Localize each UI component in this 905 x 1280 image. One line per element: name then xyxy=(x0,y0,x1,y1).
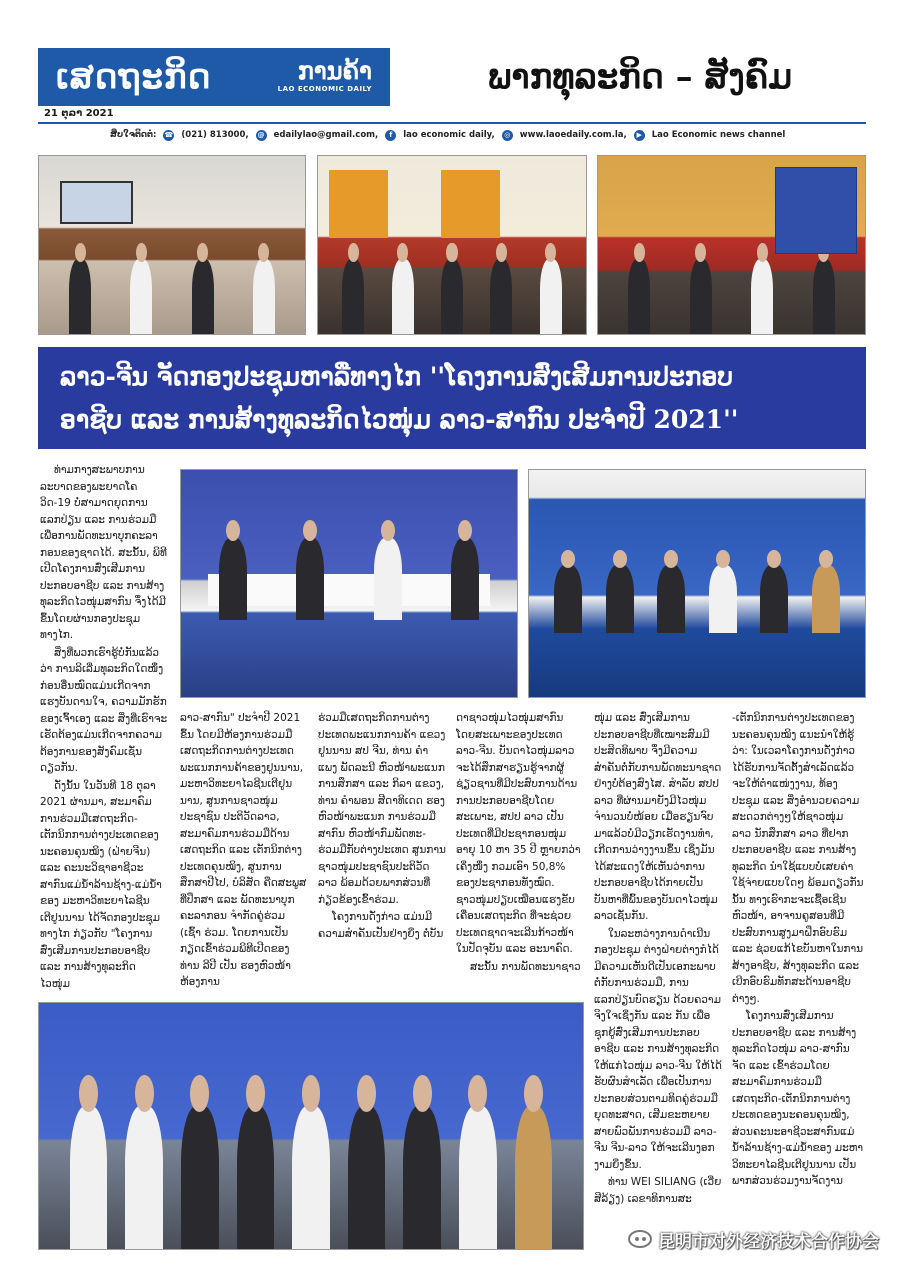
contact-label: ສືບໃຈຕິດຕໍ່: xyxy=(110,130,157,140)
youtube-icon: ▶ xyxy=(634,130,645,141)
paragraph: ດາຊາວໜຸ່ມໄວໜຸ່ມສາກົນ ໂດຍສະເພາະຂອງປະເທດລາວ-ຈີນ. ບັນດາໄວໜຸ່ມລາວຈະໄດ້ສຶກສາຮຽນຮູ້ຈາກຜູ້ຊ່ຽວຊານທີ່ມີປະສົບການດ້ານການປະກອບອາຊີບໂດຍສະເພາະ, ສປປ ລາວ ເປັນປະເທດທີ່ມີປະຊາກອນໜຸ່ມ ອາຍຸ 10 ຫາ 35 ປີ ຫຼາຍກວ່າເຄິ່ງໜຶ່ງ ກວມເອົາ 50,8% ຂອງປະຊາກອນທັງໝົດ. ຊາວໜຸ່ມປຽບເໝືອນແຮງຂັບເຄື່ອນເສດຖະກິດ ທີ່ຈະຊ່ວຍປະເທດຊາດຈະເລີນກ້າວໜ້າໃນປັດຈຸບັນ ແລະ ອະນາຄົດ. xyxy=(456,712,581,955)
photo-people xyxy=(50,259,295,334)
photo-people xyxy=(609,259,855,334)
email-icon: @ xyxy=(257,131,265,139)
contact-youtube: Lao Economic news channel xyxy=(651,130,786,140)
photo-officials-head-table xyxy=(528,469,866,698)
phone-icon: ☎ xyxy=(164,131,174,139)
headline-line-2: ອາຊີບ ແລະ ການສ້າງທຸລະກິດໄວໜຸ່ມ ລາວ-ສາກົນ ປະຈຳປີ 2021'' xyxy=(60,405,739,434)
paragraph: ສິ່ງທີ່ພວກເຮົາຮູ້ບໍ່ກັນແລ້ວວ່າ ການລິເລີ່ມທຸລະກິດໃດໜຶ່ງ ກ່ອນອື່ນໝົດແມ່ນເກີດຈາກແຮງບັນດານໃຈ, ຄວາມມັກຮັກຂອງເຈົ້າເອງ ແລະ ສິ່ງທີ່ເຮົາຈະເຮັດຕ້ອງແມ່ນເກີດຈາກຄວາມຕ້ອງການຂອງສັງຄົມເຊັ່ນດຽວກັນ. xyxy=(40,646,168,774)
wechat-icon xyxy=(628,1230,652,1248)
photo-people xyxy=(194,538,503,620)
paragraph: ໜຸ່ມ ແລະ ສົ່ງເສີມການປະກອບອາຊີບທີ່ເໝາະສົມມີປະສິດທິພາບ ຈຶ່ງມີຄວາມສຳຄັນຕໍ່ກັບການພັດທະນາຊາດຢ່າງບໍ່ຕ້ອງສົງໄສ. ສໍາລັບ ສປປ ລາວ ທີ່ຜ່ານມາຍັງມີໄວໜຸ່ມຈຳນວນບໍ່ໜ້ອຍ ເມື່ອຮຽນຈົບມາແລ້ວບໍ່ມີວຽກເຮັດງານທຳ, ເກີດການວ່າງງານຂຶ້ນ ເຊິ່ງມັນໄດ້ສະແດງໃຫ້ເຫັນວ່າການປະກອບອາຊີບໄດ້ກາຍເປັນບັນຫາທີ່ພົ້ນຂອງບັນດາໄວໜຸ່ມລາວເຊັ່ນກັນ. xyxy=(594,712,722,922)
wechat-watermark xyxy=(628,1226,879,1252)
contact-facebook: lao economic daily, xyxy=(403,130,495,140)
photo-people xyxy=(329,259,576,334)
contact-phone: (021) 813000, xyxy=(181,130,249,140)
masthead-divider xyxy=(38,122,866,124)
paragraph: ທ່າມກາງສະພາບການລະບາດຂອງພະຍາດໂຄວິດ-19 ບໍ່ສາມາດຍຸດການແລກປ່ຽນ ແລະ ການຮ່ວມມື ເພື່ອການພັດທະນາບຸກຄະລາກອນຂອງຊາດໄດ້. ສະນັ້ນ, ພິທີເປີດໂຄງການສົ່ງເສີມການປະກອບອາຊີບ ແລະ ການສ້າງທຸລະກິດໄວໜຸ່ມສາກົນ ຈຶ່ງໄດ້ມີຂຶ້ນໂດຍຜ່ານກອງປະຊຸມທາງໄກ. xyxy=(40,464,167,641)
contact-bar xyxy=(110,128,870,142)
paragraph: -ເຕັກນິກການຕ່າງປະເທດຂອງນະຄອນຄຸນໝິງ ແນະນຳໃຫ້ຮູ້ວ່າ: ໃນເວລາໂຄງການດັ່ງກ່າວໄດ້ຮັບການຈັດຕັ້ງສຳເລັດແລ້ວ ຈະໃຫ້ຕຳແໜ່ງງານ, ທ້ອງປະຊຸມ ແລະ ສິ່ງອຳນວຍຄວາມສະດວກຕ່າງໆໃຫ້ຊາວໜຸ່ມ ລາວ ນັກສຶກສາ ລາວ ທີ່ຢາກປະກອບອາຊີບ ແລະ ການສ້າງທຸລະກິດ ນຳໃຊ້ແບບບໍ່ເສຍຄ່າໃຊ້ຈ່າຍແບບໃດໆ ພ້ອມດຽວກັນນັ້ນ ທາງເຮົາກະຈະເຊື້ອເຊີນຫົວໜ້າ, ອາຈານຄູສອນທີ່ມີປະສົບການສູງມາຝຶກອົບຮົມ ແລະ ຊ່ວຍແກ້ໄຂບັນຫາໃນການສ້າງອາຊີບ, ສ້າງທຸລະກິດ ແລະ ເບີກອົບຮົມທັກສະດ້ານອາຊີບຕ່າງໆ. xyxy=(732,712,864,1005)
facebook-icon: f xyxy=(385,130,396,141)
logo-text: ເສດຖະກິດ xyxy=(56,57,212,97)
photo-group-delegation xyxy=(38,1002,584,1250)
logo-suffix: ການຄ້າ xyxy=(297,56,372,85)
paragraph: ໃນລະຫວ່າງການດຳເນີນກອງປະຊຸມ ຕ່າງຝ່າຍຕ່າງກໍໄດ້ມີຄວາມເຫັນດີເປັນເອກະພາບ ຕໍ່ກັບການຮ່ວມມື, ການແລກປ່ຽນບົດຮຽນ ດ້ວຍຄວາມຈິງໃຈເຊິ່ງກັນ ແລະ ກັນ ເພື່ອຊຸກຍູ້ສົ່ງເສີມການປະກອບອາຊີບ ແລະ ການສ້າງທຸລະກິດໃຫ້ແກ່ໄວໜຸ່ມ ລາວ-ຈີນ ໃຫ້ໄດ້ຮັບຜົນສຳເລັດ ເພື່ອເປັນການປະກອບສ່ວນຕາມທິດຄູ່ຮ່ວມມືຍຸດທະສາດ, ເສີມຂະຫຍາຍສາຍພົວພັນການຮ່ວມມື ລາວ-ຈີນ ຈີນ-ລາວ ໃຫ້ຈະເລີນງອກງາມຍິ່ງຂຶ້ນ. xyxy=(594,927,722,1171)
section-title: ພາກທຸລະກິດ – ສັງຄົມ xyxy=(487,57,793,97)
paragraph: ທ່ານ WEI SILIANG (ເວີ່ຍ ສີລ້ຽງ) ເລຂາທິການສະ xyxy=(594,1176,722,1205)
photo-video-conference-room xyxy=(38,155,306,335)
article-column-3 xyxy=(318,710,446,992)
headline-line-1: ລາວ-ຈີນ ຈັດກອງປະຊຸມຫາລືທາງໄກ ''ໂຄງການສົ່ງເສີມການປະກອບ xyxy=(60,362,733,391)
logo-suffix-block xyxy=(278,56,372,93)
paragraph: ດັ່ງນັ້ນ ໃນວັນທີ 18 ຕຸລາ 2021 ຜ່ານມາ, ສະມາຄົມການຮ່ວມມືເສດຖະກິດ-ເຕັກນິກການຕ່າງປະເທດຂອງນະຄອນຄຸນໝິງ (ຝ່າຍຈີນ) ແລະ ຄະນະວິຊາອາຊີວະສາກົນແມ່ນ້ຳລ້ານຊ້າງ-ແມ່ນ້ຳຂອງ ມະຫາວິທະຍາໄລຊີນເຕີຢູນນານ ໄດ້ຈັດກອງປະຊຸມທາງໄກ ກ່ຽວກັບ "ໂຄງການສົ່ງເສີມການປະກອບອາຊີບ ແລະ ການສ້າງທຸລະກິດ ໄວໜຸ່ມ xyxy=(40,779,162,990)
article-column-1 xyxy=(40,462,168,992)
photo-meeting-table-orange-curtains xyxy=(317,155,587,335)
article-column-2 xyxy=(180,710,308,992)
issue-date: 21 ຕຸລາ 2021 xyxy=(44,108,114,119)
article-headline xyxy=(38,347,866,449)
paragraph: ລາວ-ສາກົນ" ປະຈຳປີ 2021 ຂຶ້ນ ໂດຍມີຫ້ອງການຮ່ວມມືເສດຖະກິດການຕ່າງປະເທດ ພະແນກການຄ້າຂອງຢູນນານ, ມະຫາວິທະຍາໄລຊີນເຕີຢູນນານ, ສູນການຊາວໜຸ່ມປະຊາຊົນ ປະຕິວັດລາວ, ສະມາຄົມການຮ່ວມມືດ້ານເສດຖະກິດ ແລະ ເຕັກນິກຕ່າງປະເທດຄຸນໝິງ, ສູນການສຶກສາປີໄປ, ບໍລິສັດ ຄືດສະພູສ ທີ່ປຶກສາ ແລະ ພັດທະນາບຸກຄະລາກອນ ຈຳກັດຄູ່ຮ່ວມ (ເຊົ້າ ຮ່ວມ. ໂດຍການເປັນກຽດເຂົ້າຮ່ວມພິທີເປີດຂອງ ທ່ານ ລີປີ ເປັນ ຮອງຫົວໜ້າຫ້ອງການ xyxy=(180,712,307,988)
newspaper-logo xyxy=(38,48,390,106)
article-column-5 xyxy=(594,710,722,1230)
article-column-4 xyxy=(456,710,584,992)
photo-stage-panel xyxy=(180,469,518,698)
paragraph: ໂຄງການດັ່ງກ່າວ ແມ່ນມີຄວາມສຳຄັນເປັນຢ່າງຍິ່ງ ຕໍ່ບັນ xyxy=(318,911,444,940)
logo-english: LAO ECONOMIC DAILY xyxy=(277,85,372,93)
contact-website: www.laoedaily.com.la, xyxy=(519,130,627,140)
photo-people xyxy=(542,565,851,633)
photo-meeting-table-banner xyxy=(597,155,866,335)
watermark-text: 昆明市对外经济技术合作协会 xyxy=(658,1231,879,1252)
article-column-6 xyxy=(732,710,864,1225)
paragraph: ຮ່ວມມືເສດຖະກິດການຕ່າງປະເທດພະແນກການຄ້າ ແຂວງຢູນນານ ສປ ຈີນ, ທ່ານ ຄຳແພງ ພັດລະນີ ຫົວໜ້າພະແນກການສຶກສາ ແລະ ກິລາ ແຂວງ, ທ່ານ ຄຳພອນ ສີດາທິເດດ ຮອງຫົວໜ້າພະແນກ ການຮ່ວມມືສາກົນ ຫົວໜ້າກົມພັດທະ-ຮ່ວມມືກັບຕ່າງປະເທດ ສູນການຊາວໜຸ່ມປະຊາຊົນປະຕິວັດລາວ ພ້ອມດ້ວຍພາກສ່ວນທີ່ກ່ຽວຂ້ອງເຂົ້າຮ່ວມ. xyxy=(318,712,446,906)
paragraph: ສະນັ້ນ ການພັດທະນາຊາວ xyxy=(470,960,581,973)
paragraph: ໂຄງການສົ່ງເສີມການປະກອບອາຊີບ ແລະ ການສ້າງທຸລະກິດໄວໜຸ່ມ ລາວ-ສາກົນ ຈັດ ແລະ ເຂົ້າຮ່ວມໂດຍ ສະມາຄົມການຮ່ວມມືເສດຖະກິດ-ເຕັກນິກການຕ່າງປະເທດຂອງນະຄອນຄຸນໝິງ, ສ່ວນຄະນະອາຊີວະສາກົນແມ່ນ້ຳລ້ານຊ້າງ-ແມ່ນ້ຳຂອງ ມະຫາວິທະຍາໄລຊີນເຕີຢູນນານ ເປັນພາກສ່ວນຮ່ວມງານຈັດງານ xyxy=(732,1010,863,1187)
photo-people xyxy=(61,1106,562,1249)
contact-email: edailylao@gmail.com, xyxy=(273,130,379,140)
website-icon: ◎ xyxy=(502,130,513,141)
